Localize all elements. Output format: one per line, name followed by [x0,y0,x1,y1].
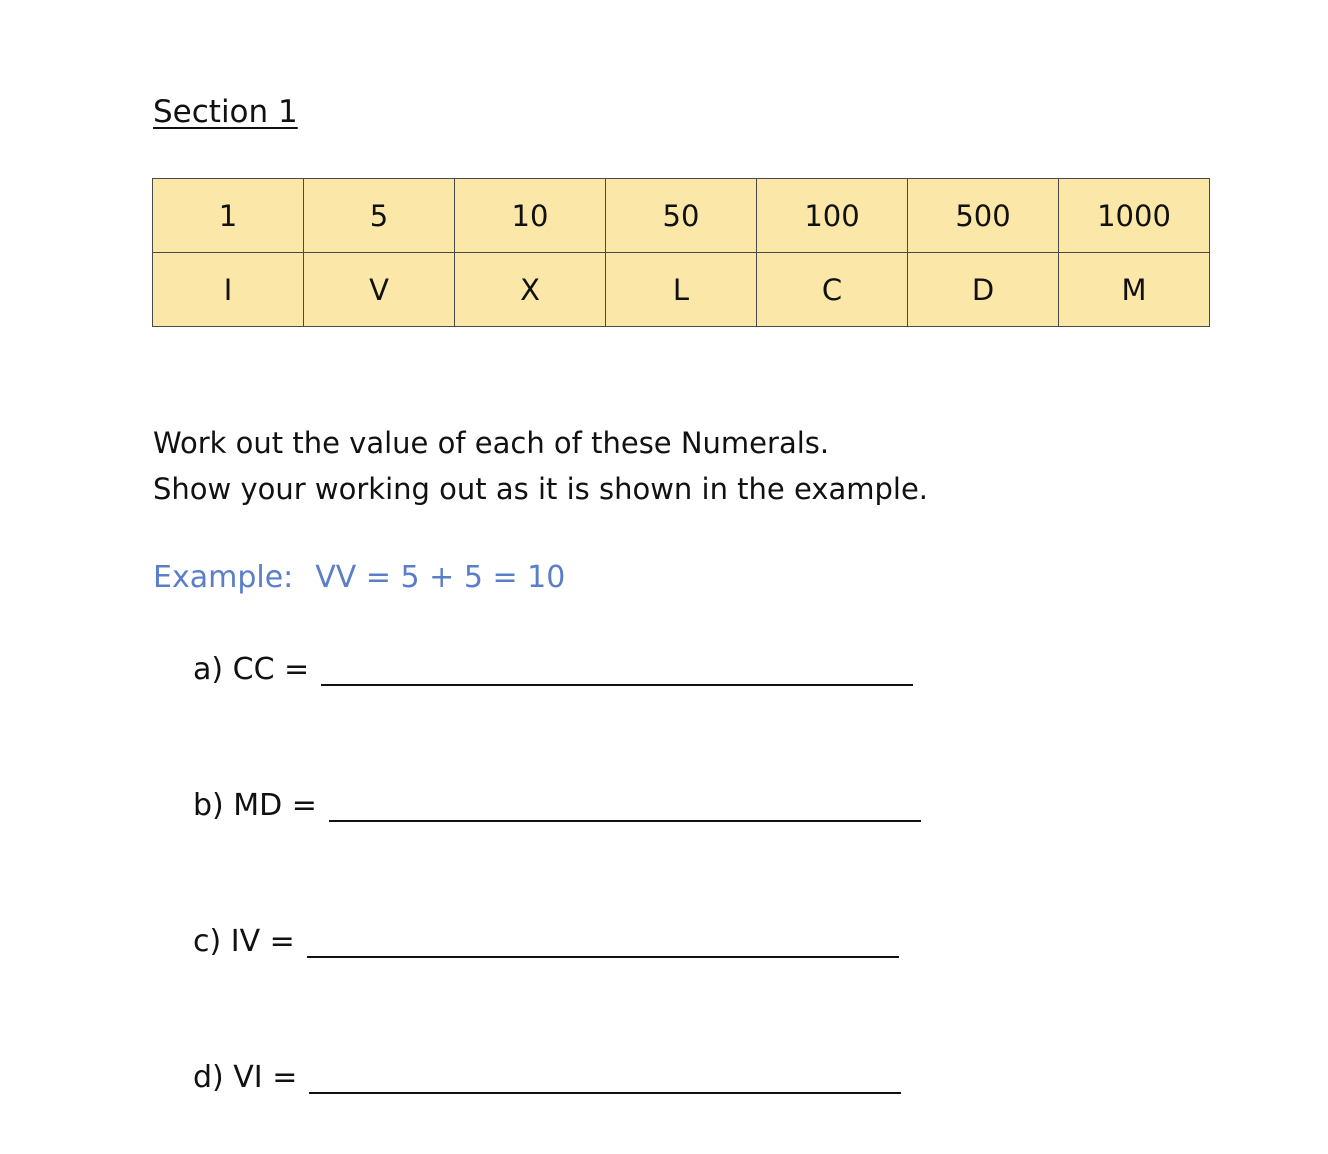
numeral-cell-x: X [455,253,606,327]
question-a-label: a) CC = [193,652,310,687]
value-cell-1000: 1000 [1059,179,1210,253]
answer-line-d[interactable] [309,1066,901,1094]
value-cell-5: 5 [304,179,455,253]
numeral-cell-c: C [757,253,908,327]
question-a [193,650,913,690]
value-cell-10: 10 [455,179,606,253]
value-cell-1: 1 [153,179,304,253]
numeral-cell-v: V [304,253,455,327]
example-text: VV = 5 + 5 = 10 [315,560,566,595]
question-b [193,786,921,826]
value-cell-500: 500 [908,179,1059,253]
numeral-cell-l: L [606,253,757,327]
question-b-label: b) MD = [193,788,317,823]
example [153,558,565,598]
numeral-cell-m: M [1059,253,1210,327]
instruction-line-1: Work out the value of each of these Numerals. [153,426,830,460]
answer-line-a[interactable] [321,658,913,686]
question-d [193,1058,901,1098]
answer-line-c[interactable] [307,930,899,958]
question-d-label: d) VI = [193,1060,298,1095]
question-c [193,922,899,962]
value-cell-100: 100 [757,179,908,253]
numeral-cell-i: I [153,253,304,327]
section-title: Section 1 [153,94,298,130]
values-row [153,179,1210,253]
numerals-row [153,253,1210,327]
numeral-cell-d: D [908,253,1059,327]
example-label: Example: [153,560,294,595]
instruction-line-2: Show your working out as it is shown in the example. [153,472,929,506]
answer-line-b[interactable] [329,794,921,822]
question-c-label: c) IV = [193,924,295,959]
value-cell-50: 50 [606,179,757,253]
numeral-table [152,178,1210,327]
